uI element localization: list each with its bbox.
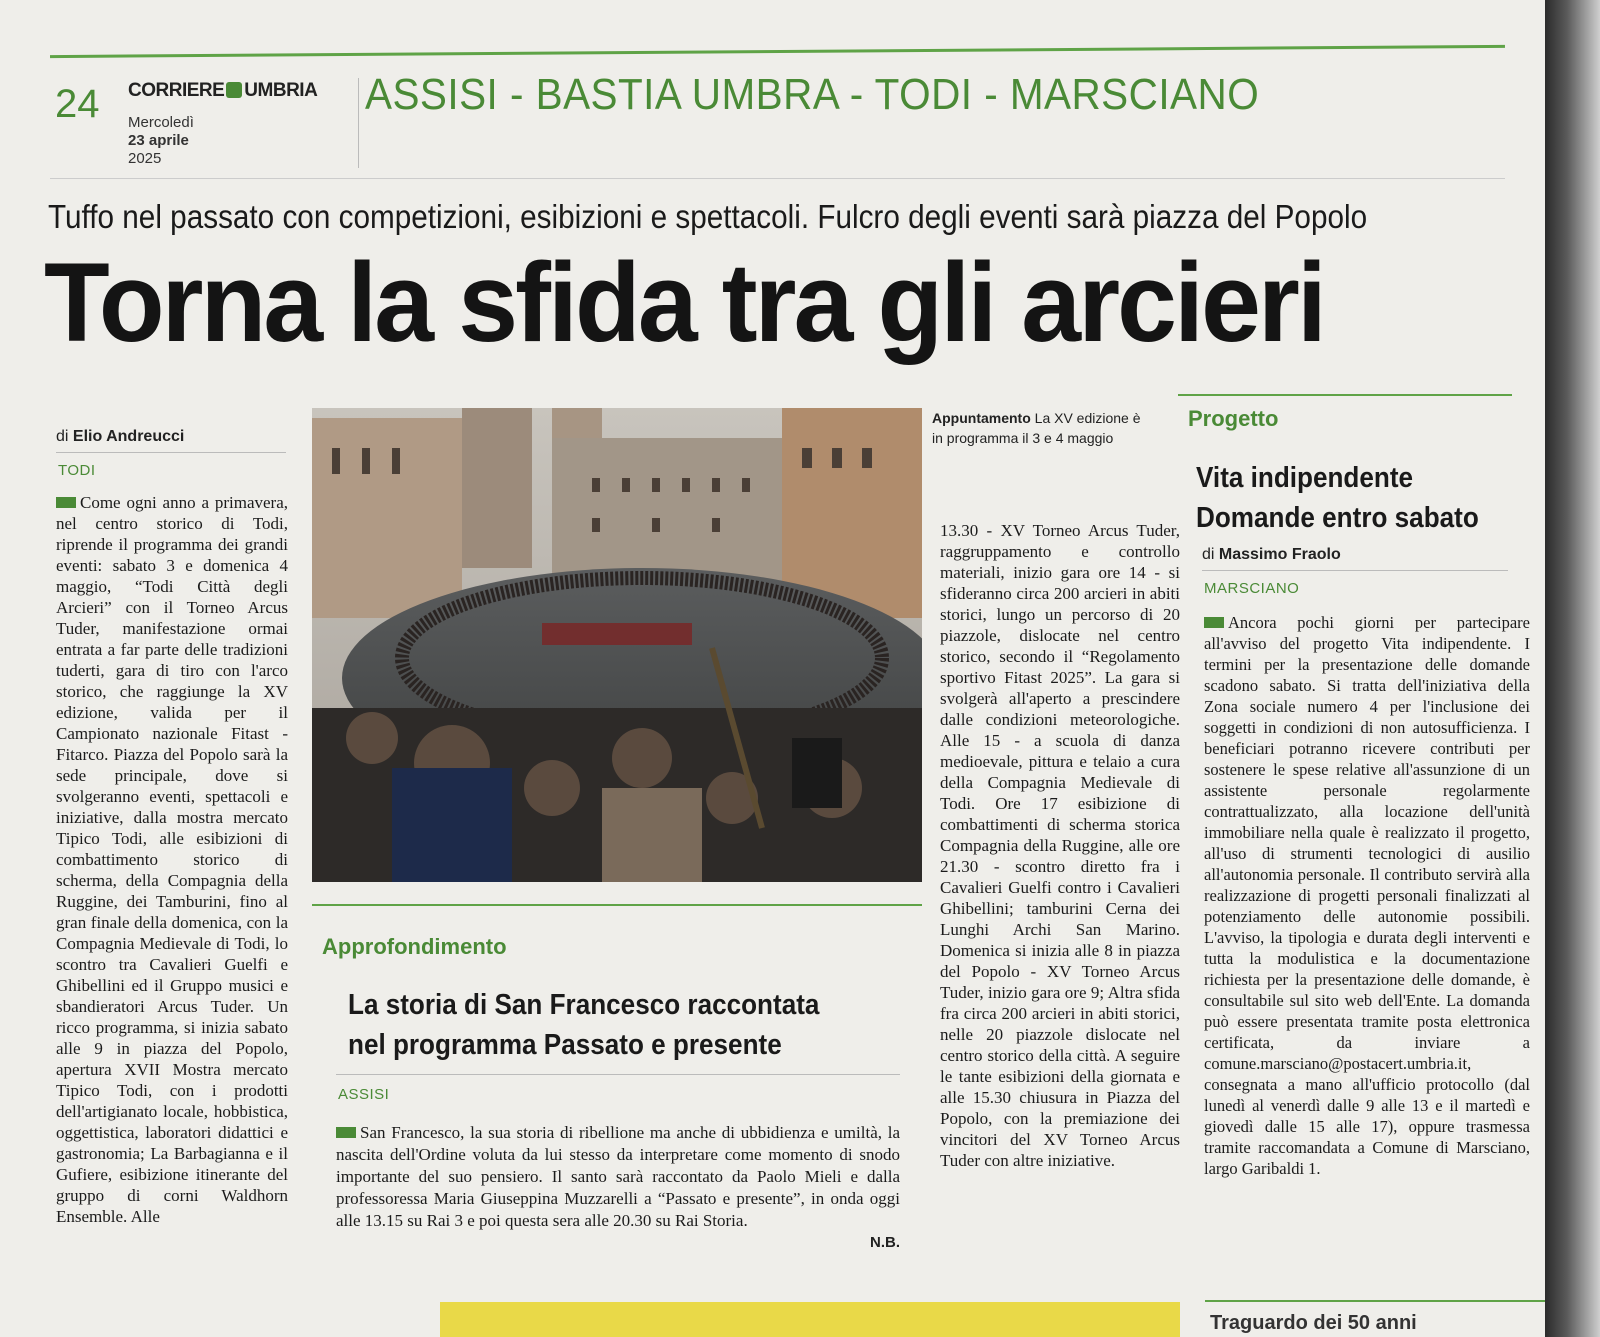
approfondimento-place: ASSISI [338,1086,390,1103]
header-divider [358,78,359,168]
article-kicker: Tuffo nel passato con competizioni, esibizioni e spettacoli. Fulcro degli eventi sarà piazza del Popolo [48,198,1368,235]
article-headline: Torna la sfida tra gli arcieri [44,240,1324,365]
top-green-rule [50,45,1505,58]
progetto-author: Massimo Fraolo [1218,546,1341,563]
photo-caption [932,408,1142,448]
progetto-rule [1202,570,1508,571]
article-photo [312,408,922,882]
logo-mark-icon [226,82,242,98]
dateline [128,114,194,168]
progetto-top-rule [1178,394,1512,396]
progetto-byline-prefix: di [1202,546,1215,563]
page-edge-shadow [1545,0,1600,1337]
progetto-place: MARSCIANO [1204,580,1300,597]
section-title: ASSISI - BASTIA UMBRA - TODI - MARSCIANO [365,70,1260,119]
progetto-byline [1202,546,1341,564]
page-number: 24 [55,82,100,126]
masthead-right: UMBRIA [244,80,318,101]
progetto-title-line-1: Vita indipendente [1196,462,1414,494]
caption-text: La XV edizione è in programma il 3 e 4 maggio [932,410,1141,446]
main-author: Elio Andreucci [72,428,185,445]
progetto-label: Progetto [1188,406,1279,431]
progetto-body-text: Ancora pochi giorni per partecipare all'avviso del progetto Vita indipendente. I termini per la presentazione delle domande scadono sabato. Si tratta dell'iniziativa della Zona sociale numero 4 per l'inclusione dei soggetti in condizioni di non autosufficienza. I beneficiari potranno ricevere contributi per sostenere le spese relative all'assunzione di un assistente personale regolarmente contrattualizzato, alla locazione dell'unità immobiliare nella quale è realizzato il progetto, all'uso di strumenti tecnologici di ausilio all'autonomia personale. Il contributo servirà alla realizzazione di progetti personali finalizzati al potenziamento delle autonomie possibili. L'avviso, la tipologia e durata degli interventi e tutta la modulistica e la documentazione richiesta per la presentazione delle domande, è consultabile sul sito web dell'Ente. La domanda può essere presentata tramite posta elettronica certificata, da inviare a comune.marsciano@postacert.umbria.it, consegnata a mano all'ufficio protocollo (dal lunedì al venerdì dalle 9 alle 13 e il martedì e giovedì dalle 15 alle 17), oppure trasmessa tramite raccomandata a Comune di Marsciano, largo Garibaldi 1. [1204,613,1530,1178]
year: 2025 [128,150,162,167]
approfondimento-rule [336,1074,900,1075]
header-bottom-rule [50,178,1505,179]
paragraph-marker-icon [1204,617,1224,628]
masthead-logo [128,80,317,102]
progetto-title-line-2: Domande entro sabato [1196,502,1479,534]
progetto-title [1196,458,1479,538]
approfondimento-body-text: San Francesco, la sua storia di ribellione ma anche di ubbidienza e umiltà, la nascita dell'Ordine voluta da lui stesso da interpretare come momento di snodo importante del suo pensiero. Il santo sarà raccontato da Paolo Mieli e dalla professoressa Maria Giuseppina Muzzarelli a “Passato e presente”, in onda oggi alle 13.15 su Rai 3 e poi questa sera alle 20.30 su Rai Storia. [336,1123,900,1230]
approfondimento-signoff: N.B. [870,1234,900,1251]
approfondimento-title-line-1: La storia di San Francesco raccontata [348,989,820,1021]
approfondimento-top-rule [312,904,922,906]
footer-green-rule [1205,1300,1545,1302]
main-body-col3 [940,520,1180,1280]
paragraph-marker-icon [336,1127,356,1138]
footer-teaser: Traguardo dei 50 anni [1210,1312,1417,1334]
main-body-col1 [56,492,288,1304]
byline-rule [56,452,286,453]
approfondimento-title [348,985,819,1065]
weekday: Mercoledì [128,114,194,131]
date: 23 aprile [128,132,189,149]
approfondimento-body [336,1122,900,1232]
byline-prefix: di [56,428,69,445]
masthead-left: CORRIERE [128,80,225,101]
footer-yellow-band [440,1302,1180,1337]
progetto-body [1204,612,1530,1252]
piazza-photo-illustration [312,408,922,882]
main-place: TODI [58,462,96,479]
main-body-text-1: Come ogni anno a primavera, nel centro storico di Todi, riprende il programma dei grandi eventi: sabato 3 e domenica 4 maggio, “Todi Città degli Arcieri” con il Torneo Arcus Tuder, manifestazione ormai entrata a far parte delle tradizioni tuderti, gara di tiro con l'arco storico, che raggiunge la XV edizione, valida per il Campionato nazionale Fitast -Fitarco. Piazza del Popolo sarà la sede principale, dove si svolgeranno eventi, spettacoli e iniziative, dalla mostra mercato Tipico Todi, alle esibizioni di combattimento storico di scherma, della Compagnia della Ruggine, dei Tamburini, fino al gran finale della domenica, con la Compagnia Medievale di Todi, lo scontro tra Cavalieri Guelfi e Ghibellini ed il Gruppo musici e sbandieratori Arcus Tuder. Un ricco programma, si inizia sabato alle 9 in piazza del Popolo, apertura XVII Mostra mercato Tipico Todi, con i prodotti dell'artigianato locale, hobbistica, oggettistica, laboratori didattici e gastronomia; La Barbagianna e il Gufiere, esibizione itinerante del gruppo di corni Waldhorn Ensemble. Alle [56,493,288,1226]
main-byline [56,428,184,446]
caption-label: Appuntamento [932,410,1031,426]
paragraph-marker-icon [56,497,76,508]
main-body-text-3: 13.30 - XV Torneo Arcus Tuder, raggruppamento e controllo materiali, inizio gara ore 14 - si sfideranno circa 200 arcieri in abiti storici, lungo un percorso di 20 piazzole, dislocate nel centro storico, secondo il “Regolamento sportivo Fitast 2025”. La gara si svolgerà all'aperto a prescindere dalle condizioni meteorologiche. Alle 15 - a scuola di danza medioevale, pittura e telaio a cura della Compagnia Medievale di Todi. Ore 17 esibizione di combattimenti di scherma storica Compagnia della Ruggine, alle ore 21.30 - scontro diretto fra i Cavalieri Guelfi contro i Cavalieri Ghibellini; tamburini Cerna dei Lunghi Archi San Marino. Domenica si inizia alle 8 in piazza del Popolo - XV Torneo Arcus Tuder, inizio gara ore 9; Altra sfida fra circa 200 arcieri in abiti storici, nelle 20 piazzole dislocate nel centro storico della città. A seguire le tante esibizioni della giornata e alle 15.30 chiusura in Piazza del Popolo, con la premiazione dei vincitori del XV Torneo Arcus Tuder con altre iniziative. [940,521,1180,1170]
approfondimento-label: Approfondimento [322,934,507,959]
approfondimento-title-line-2: nel programma Passato e presente [348,1029,782,1061]
